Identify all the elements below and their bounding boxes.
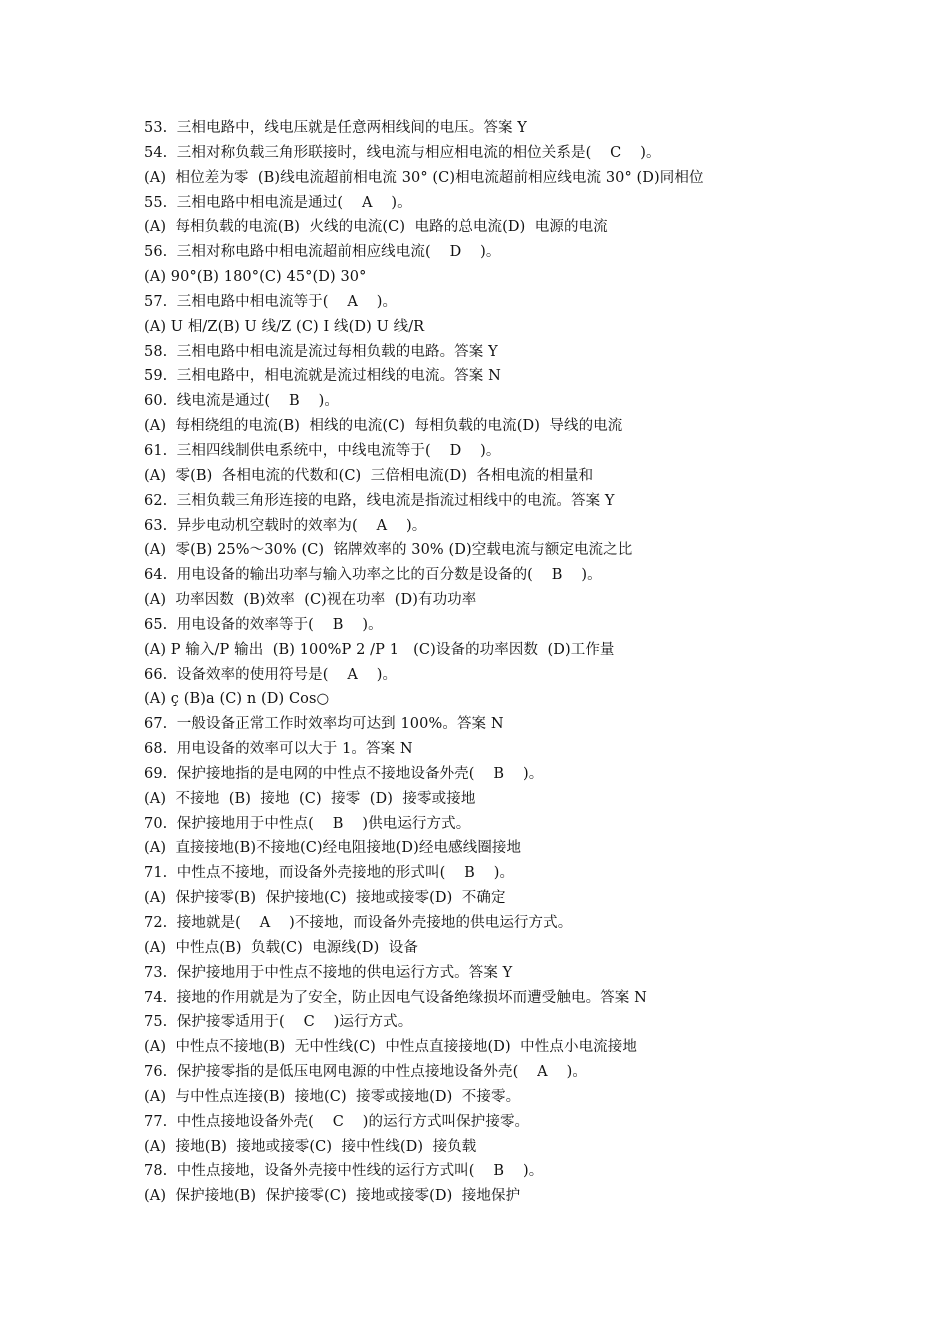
text-line: (A) 不接地 (B) 接地 (C) 接零 (D) 接零或接地	[144, 790, 476, 807]
text-line: (A) P 输入/P 输出 (B) 100%P 2 /P 1 (C)设备的功率因数 (D)工作量	[144, 641, 615, 658]
text-line: 74. 接地的作用就是为了安全，防止因电气设备绝缘损坏而遭受触电。答案 N	[144, 989, 647, 1006]
text-line: 63. 异步电动机空载时的效率为( A )。	[144, 517, 427, 534]
text-line: 65. 用电设备的效率等于( B )。	[144, 616, 383, 633]
text-line: 68. 用电设备的效率可以大于 1。答案 N	[144, 741, 413, 758]
text-line: 58. 三相电路中相电流是流过每相负载的电路。答案 Y	[144, 343, 498, 360]
text-line: 62. 三相负载三角形连接的电路，线电流是指流过相线中的电流。答案 Y	[144, 492, 615, 509]
text-line: (A) 直接接地(B)不接地(C)经电阻接地(D)经电感线圈接地	[144, 840, 522, 857]
text-line: (A) U 相/Z(B) U 线/Z (C) I 线(D) U 线/R	[144, 318, 425, 335]
text-line: 55. 三相电路中相电流是通过( A )。	[144, 194, 412, 211]
text-line: (A) 保护接地(B) 保护接零(C) 接地或接零(D) 接地保护	[144, 1188, 521, 1205]
text-line: (A) ç (B)a (C) n (D) Cos○	[144, 691, 330, 708]
text-line: (A) 保护接零(B) 保护接地(C) 接地或接零(D) 不确定	[144, 890, 506, 907]
text-line: 78. 中性点接地，设备外壳接中性线的运行方式叫( B )。	[144, 1163, 544, 1180]
text-line: (A) 中性点(B) 负载(C) 电源线(D) 设备	[144, 939, 418, 956]
question-list	[144, 116, 924, 1209]
text-line: 59. 三相电路中，相电流就是流过相线的电流。答案 N	[144, 368, 501, 385]
text-line: (A) 每相负载的电流(B) 火线的电流(C) 电路的总电流(D) 电源的电流	[144, 219, 608, 236]
text-line: 73. 保护接地用于中性点不接地的供电运行方式。答案 Y	[144, 964, 513, 981]
text-line: (A) 零(B) 25%～30% (C) 铭牌效率的 30% (D)空载电流与额定电流之比	[144, 542, 633, 559]
text-line: (A) 每相绕组的电流(B) 相线的电流(C) 每相负载的电流(D) 导线的电流	[144, 418, 623, 435]
text-line: 53. 三相电路中，线电压就是任意两相线间的电压。答案 Y	[144, 120, 527, 136]
text-line: 75. 保护接零适用于( C )运行方式。	[144, 1014, 413, 1031]
text-line: 77. 中性点接地设备外壳( C )的运行方式叫保护接零。	[144, 1113, 530, 1130]
text-line: 76. 保护接零指的是低压电网电源的中性点接地设备外壳( A )。	[144, 1064, 587, 1081]
text-line: (A) 与中性点连接(B) 接地(C) 接零或接地(D) 不接零。	[144, 1088, 521, 1105]
text-line: 64. 用电设备的输出功率与输入功率之比的百分数是设备的( B )。	[144, 567, 602, 584]
text-line: 61. 三相四线制供电系统中，中线电流等于( D )。	[144, 442, 501, 459]
text-line: (A) 相位差为零 (B)线电流超前相电流 30° (C)相电流超前相应线电流 30° (D)同相位	[144, 169, 704, 186]
text-line: 72. 接地就是( A )不接地，而设备外壳接地的供电运行方式。	[144, 915, 573, 931]
text-line: 71. 中性点不接地，而设备外壳接地的形式叫( B )。	[144, 865, 515, 882]
text-line: 57. 三相电路中相电流等于( A )。	[144, 293, 398, 310]
text-line: 70. 保护接地用于中性点( B )供电运行方式。	[144, 815, 471, 832]
text-line: 69. 保护接地指的是电网的中性点不接地设备外壳( B )。	[144, 765, 544, 782]
text-line: (A) 功率因数 (B)效率 (C)视在功率 (D)有功功率	[144, 592, 477, 609]
text-line: (A) 中性点不接地(B) 无中性线(C) 中性点直接接地(D) 中性点小电流接地	[144, 1039, 637, 1056]
text-line: 60. 线电流是通过( B )。	[144, 393, 339, 410]
text-line: 54. 三相对称负载三角形联接时，线电流与相应相电流的相位关系是( C )。	[144, 144, 661, 161]
text-line: (A) 90°(B) 180°(C) 45°(D) 30°	[144, 269, 367, 286]
text-line: 67. 一般设备正常工作时效率均可达到 100%。答案 N	[144, 716, 504, 733]
text-line: 66. 设备效率的使用符号是( A )。	[144, 666, 398, 683]
text-line: (A) 零(B) 各相电流的代数和(C) 三倍相电流(D) 各相电流的相量和	[144, 467, 594, 484]
text-line: (A) 接地(B) 接地或接零(C) 接中性线(D) 接负载	[144, 1138, 477, 1155]
text-line: 56. 三相对称电路中相电流超前相应线电流( D )。	[144, 244, 501, 261]
